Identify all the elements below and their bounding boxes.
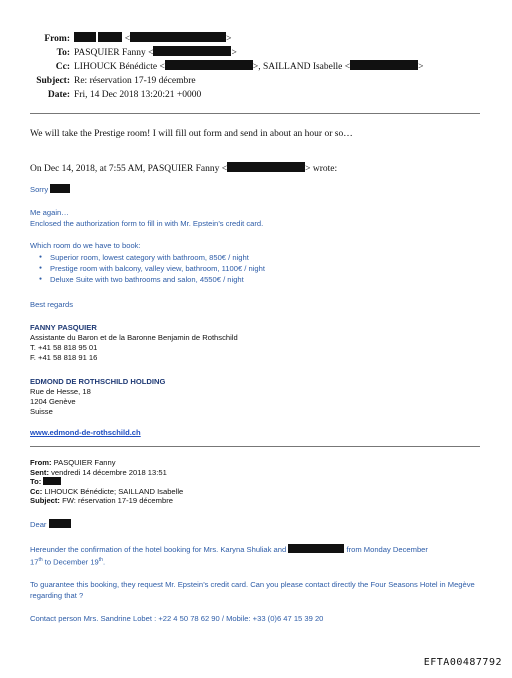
quoted-which-room: Which room do we have to book: [30,241,141,250]
redaction [165,60,253,70]
redaction [49,519,71,528]
fw-subject-row [30,496,183,506]
subject-value: Re: réservation 17-19 décembre [74,76,196,86]
document-id: EFTA00487792 [423,657,502,668]
from-label: From: [44,34,70,44]
divider [30,113,480,114]
fw-dear [30,519,71,530]
fw-subject-label: Subject: [30,496,60,505]
sorry-text: Sorry [30,185,49,194]
redaction [74,32,96,42]
fw-from-label: From: [30,458,52,467]
fw-cc-label: Cc: [30,486,43,496]
company-city: 1204 Genève [30,397,76,406]
room-option: ● Superior room, lowest category with bathroom, 850€ / night [50,252,265,263]
quoted-regards: Best regards [30,300,74,309]
fw-subject-value: FW: réservation 17-19 décembre [62,496,173,505]
fw-guarantee: To guarantee this booking, they request Mr. Epstein’s credit card. Can you please contact directly the Four Seasons Hotel in Megève regarding that ? [30,580,475,600]
fw-sent-label: Sent: [30,467,49,477]
signature-role: Assistante du Baron et de la Baronne Benjamin de Rothschild [30,333,238,342]
cc-value-1: LIHOUCK Bénédicte < [74,62,165,72]
signature-block [30,323,238,363]
header-to-row: To: PASQUIER Fanny < > [10,46,423,60]
divider [30,446,480,447]
header-cc-row: Cc: LIHOUCK Bénédicte < >, SAILLAND Isabelle < > [10,60,423,74]
redaction [350,60,418,70]
confirm-suffix: from Monday December [346,545,428,554]
header-date-row [10,88,423,102]
company-name: EDMOND DE ROTHSCHILD HOLDING [30,377,166,386]
date-19: to December 19 [42,557,99,567]
to-label: To: [56,48,70,58]
period: . [102,557,106,567]
email-header [10,32,423,102]
redaction [288,544,344,553]
redaction [153,46,231,56]
date-label: Date: [47,90,70,100]
cc-label: Cc: [55,62,70,72]
to-value: PASQUIER Fanny < [74,48,154,58]
date-value: Fri, 14 Dec 2018 13:20:21 +0000 [74,90,202,100]
date-17: 17 [30,557,39,567]
fw-to-label: To: [30,477,42,486]
fw-sent-row [30,468,183,478]
company-country: Suisse [30,407,53,416]
fw-confirmation [30,544,480,568]
signature-fax: F. +41 58 818 91 16 [30,353,98,362]
fw-contact: Contact person Mrs. Sandrine Lobet : +22 4 50 78 62 90 / Mobile: +33 (0)6 47 15 39 20 [30,614,324,623]
fw-from-value: PASQUIER Fanny [53,458,116,467]
dear-text: Dear [30,520,47,529]
ordinal-suffix: th [98,557,103,563]
fw-cc-row [30,487,183,497]
company-block [30,377,165,438]
reply-text: We will take the Prestige room! I will fill out form and send in about an hour or so… [30,129,353,139]
fw-to-row [30,477,183,487]
ordinal-suffix: th [38,557,43,563]
fw-from-row [30,458,183,468]
quote-intro [30,162,337,176]
header-from-row: From: < > [10,32,423,46]
confirm-prefix: Hereunder the confirmation of the hotel booking for Mrs. Karyna Shuliak and [30,545,287,554]
redaction [130,32,226,42]
redaction [50,184,70,193]
redaction [98,32,122,42]
quoted-sorry [30,184,70,195]
quoted-enclosed: Enclosed the authorization form to fill in with Mr. Epstein’s credit card. [30,219,264,228]
quote-intro-prefix: On Dec 14, 2018, at 7:55 AM, PASQUIER Fanny < [30,164,228,174]
room-option: ● Prestige room with balcony, valley view, bathroom, 1100€ / night [50,263,265,274]
signature-name: FANNY PASQUIER [30,323,97,332]
forwarded-header [30,458,183,506]
quoted-again: Me again… [30,208,69,217]
quote-intro-suffix: > wrote: [305,164,338,174]
signature-tel: T. +41 58 818 95 01 [30,343,98,352]
room-option: ● Deluxe Suite with two bathrooms and salon, 4550€ / night [50,274,265,285]
website-link[interactable]: www.edmond-de-rothschild.ch [30,428,141,437]
room-list [30,252,265,285]
redaction [43,477,61,485]
fw-cc-value: LIHOUCK Bénédicte; SAILLAND Isabelle [44,486,184,496]
redaction [227,162,305,172]
company-street: Rue de Hesse, 18 [30,387,91,396]
subject-label: Subject: [36,76,70,86]
fw-sent-value: vendredi 14 décembre 2018 13:51 [51,467,167,477]
header-subject-row [10,74,423,88]
cc-value-2: >, SAILLAND Isabelle < [252,62,351,72]
